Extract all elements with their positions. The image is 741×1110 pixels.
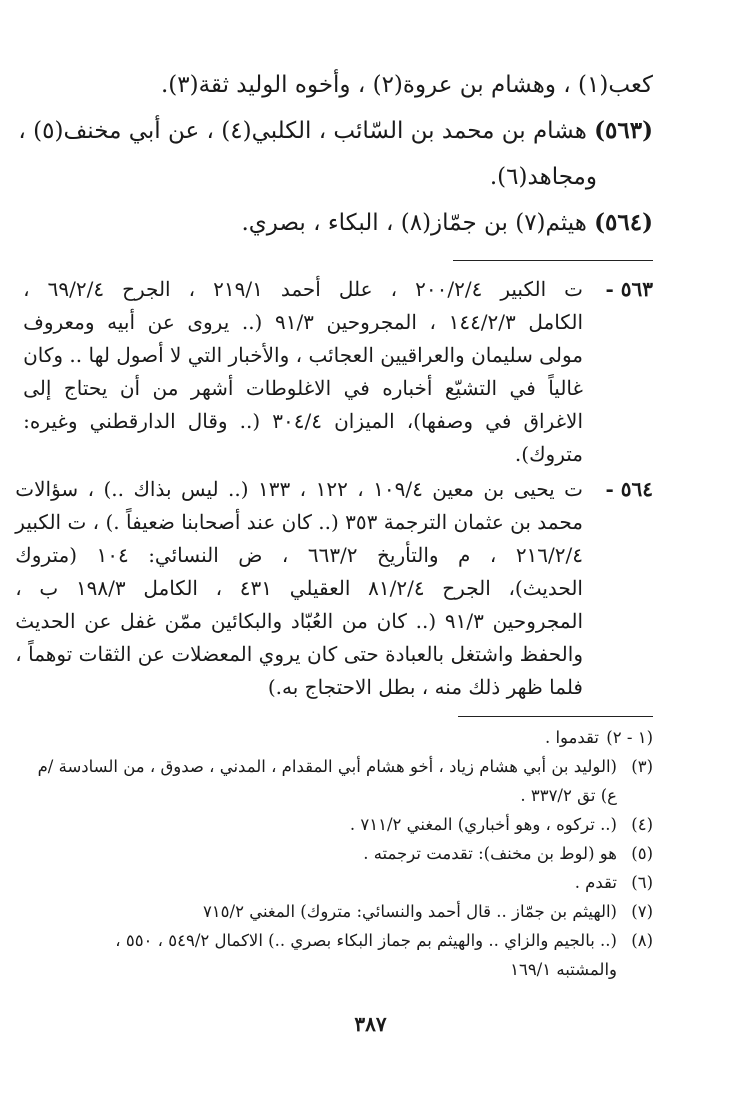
footnote-line: والمشتبه ١٦٩/١ xyxy=(510,960,617,979)
footnote-number: (٧) xyxy=(631,902,653,921)
entry-563-continuation xyxy=(44,154,653,200)
footnote-line: تقدموا . xyxy=(544,728,599,747)
footnote-line: هو (لوط بن مخنف): تقدمت ترجمته . xyxy=(363,844,617,863)
footnote-number: (١ - ٢) xyxy=(606,728,653,747)
footnote-line: ع) تق ٣٣٧/٢ . xyxy=(520,786,617,805)
footnote-number: (٣) xyxy=(631,757,653,776)
footnote-number: (٦) xyxy=(631,873,653,892)
commentary-line: الكامل ١٤٤/٢/٣ ، المجروحين ٩١/٣ (.. يروى عن أبيه ومعروف xyxy=(23,310,583,334)
section-divider xyxy=(453,260,653,261)
entry-number: (٥٦٣) xyxy=(594,117,653,144)
footnote-text xyxy=(44,897,617,926)
commentary-564 xyxy=(15,473,653,704)
entry-line: هشام بن محمد بن السّائب ، الكلبي(٤) ، عن أبي مخنف(٥) ، xyxy=(18,118,587,144)
commentary xyxy=(15,273,653,704)
commentary-line: ت يحيى بن معين ١٠٩/٤ ، ١٢٢ ، ١٣٣ (.. ليس بذاك ..) ، سؤالات xyxy=(15,477,584,501)
entry-line: ومجاهد(٦). xyxy=(489,164,597,190)
commentary-line: ٢١٦/٢/٤ ، م والتأريخ ٦٦٣/٢ ، ض النسائي: ١٠٤ (متروك xyxy=(15,543,583,567)
entry-564 xyxy=(44,200,653,246)
commentary-text xyxy=(23,273,583,471)
footnote-number: (٤) xyxy=(631,815,653,834)
commentary-line: فلما ظهر ذلك منه ، بطل الاحتجاج به.) xyxy=(267,675,583,699)
commentary-number: ٥٦٣ - xyxy=(605,277,653,301)
footnote-8 xyxy=(44,926,653,984)
footnote-3 xyxy=(37,752,653,810)
commentary-line: الحديث)، الجرح ٨١/٢/٤ العقيلي ٤٣١ ، الكامل ١٩٨/٣ ب ، xyxy=(15,576,583,600)
footnote-line: (.. تركوه ، وهو أخباري) المغني ٧١١/٢ . xyxy=(349,815,617,834)
commentary-line: الاغراق في وصفها)، الميزان ٣٠٤/٤ (.. وقال الدارقطني وغيره: xyxy=(23,409,584,433)
footnote-line: (.. بالجيم والزاي .. والهيثم بم جماز البكاء بصري ..) الاكمال ٥٤٩/٢ ، ٥٥٠ ، xyxy=(115,931,617,950)
commentary-line: متروك). xyxy=(514,442,583,466)
commentary-line: غالياً في التشيّع أخباره في الاغلوطات أشهر من أن يحتاج إلى xyxy=(23,376,583,400)
footnote-divider xyxy=(458,716,653,717)
footnote-line: (الهيثم بن جمّاز .. قال أحمد والنسائي: متروك) المغني ٧١٥/٢ xyxy=(202,902,617,921)
entry-line: هيثم(٧) بن جمّاز(٨) ، البكاء ، بصري. xyxy=(241,210,587,236)
footnote-number: (٨) xyxy=(631,931,653,950)
footnote-4 xyxy=(44,810,653,839)
footnote-number: (٥) xyxy=(631,844,653,863)
footnote-text xyxy=(44,810,617,839)
commentary-line: المجروحين ٩١/٣ (.. كان من العُبّاد والبكائين ممّن غفل عن الحديث xyxy=(15,609,584,633)
entry-563 xyxy=(18,108,653,154)
page-number: ٣٨٧ xyxy=(354,1012,387,1036)
footnote-line: (الوليد بن أبي هشام زياد ، أخو هشام أبي المقدام ، المدني ، صدوق ، من السادسة /م xyxy=(37,757,617,776)
commentary-line: والحفظ واشتغل بالعبادة حتى كان يروي المعضلات عن الثقات توهماً ، xyxy=(15,642,583,666)
commentary-line: ت الكبير ٢٠٠/٢/٤ ، علل أحمد ٢١٩/١ ، الجرح ٦٩/٢/٤ ، xyxy=(23,277,584,301)
footnote-7 xyxy=(44,897,653,926)
footnote-6 xyxy=(44,868,653,897)
entry-line: كعب(١) ، وهشام بن عروة(٢) ، وأخوه الوليد ثقة(٣). xyxy=(160,72,653,98)
footnote-line: تقدم . xyxy=(574,873,617,892)
commentary-text xyxy=(15,473,583,704)
commentary-563 xyxy=(23,273,653,471)
entry-continuation xyxy=(44,62,653,108)
commentary-line: مولى سليمان والعراقيين العجائب ، والأخبار التي لا أصول لها .. وكان xyxy=(23,343,583,367)
entry-number: (٥٦٤) xyxy=(594,209,653,236)
footnote-text xyxy=(44,868,617,897)
footnote-text xyxy=(38,752,617,810)
footnote-5 xyxy=(44,839,653,868)
footnote-text xyxy=(44,839,617,868)
footnote-text xyxy=(44,926,617,984)
footnotes xyxy=(37,723,653,984)
footnote-1-2 xyxy=(44,723,653,752)
book-page xyxy=(15,62,653,984)
commentary-line: محمد بن عثمان الترجمة ٣٥٣ (.. كان عند أصحابنا ضعيفاً .) ، ت الكبير xyxy=(15,510,583,534)
commentary-number: ٥٦٤ - xyxy=(605,477,653,501)
main-text xyxy=(18,62,653,246)
footnote-text xyxy=(44,723,599,752)
